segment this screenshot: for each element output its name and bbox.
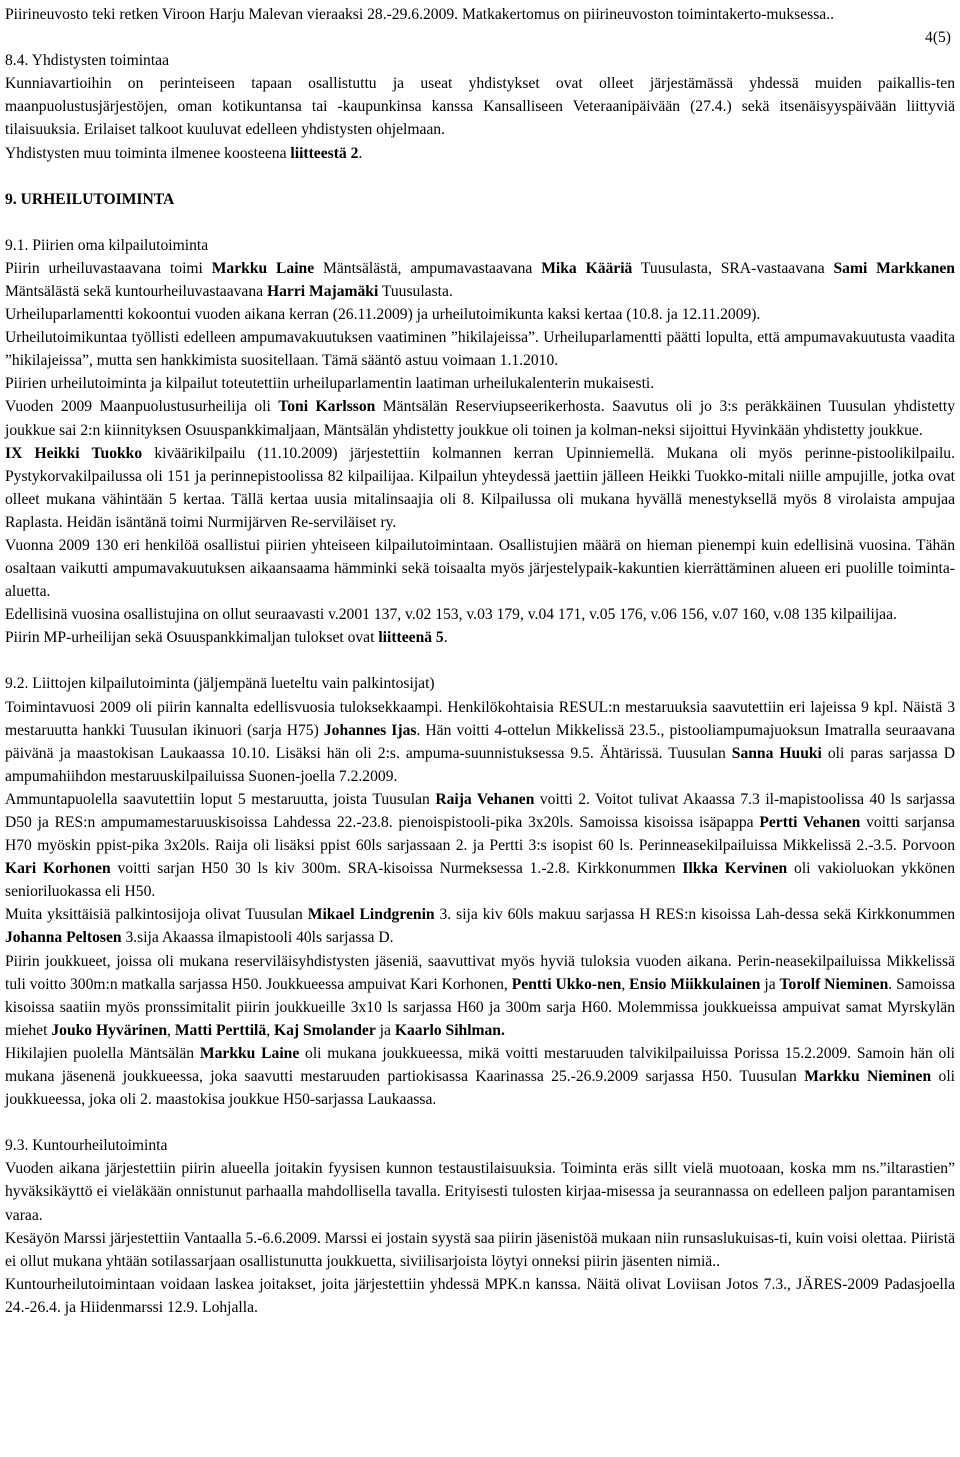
paragraph: Hikilajien puolella Mäntsälän Markku Laine oli mukana joukkueessa, mikä voitti mestaruuden talvikilpailuissa Porissa 15.2.2009. Samoin hän oli mukana jäsenenä joukkueessa, joka saavutti mestaruuden partiokisassa Kaarinassa 25.-26.9.2009 sarjassa H50. Tuusulan Markku Nieminen oli joukkueessa, joka oli 2. maastokisa joukkue H50-sarjassa Laukaassa. — [5, 1044, 955, 1109]
section-8-4-paragraph: Kunniavartioihin on perinteiseen tapaan osallistuttu ja useat yhdistykset ovat olleet järjestämässä yhdessä muiden paikallis-ten maanpuolustusjärjestöjen, oman kotikuntansa tai -kaupunkinsa kanssa Kansalliseen Veteraanipäivään (27.4.) sekä itsenäisyyspäivään liittyviä tilaisuuksia. Erilaiset talkoot kuuluvat edelleen yhdistysten ohjelmaan. — [5, 75, 955, 139]
paragraph: Ammuntapuolella saavutettiin loput 5 mestaruutta, joista Tuusulan Raija Vehanen voitti 2. Voitot tulivat Akaassa 7.3 il-mapistoolissa 40 ls sarjassa D50 ja RES:n ampumamestaruuskisoissa Lahdessa 22.-23.8. pienoispistooli-pika 3x20ls. Samoissa kisoissa isäpappa Pertti Vehanen voitti sarjansa H70 myöskin ppist-pika 3x20ls. Raija oli lisäksi ppist 60ls sarjassaan 2. ja Pertti 3:s isopist 60 ls. Perinneasekilpailuissa Mikkelissä 2.-3.5. Porvoon Kari Korhonen voitti sarjan H50 30 ls kiv 300m. SRA-kisoissa Nurmeksessa 1.-2.8. Kirkkonummen Ilkka Kervinen oli vakioluokan ykkönen senioriluokassa eli H50. — [5, 790, 956, 901]
paragraph: Urheiluparlamentti kokoontui vuoden aikana kerran (26.11.2009) ja urheilutoimikunta kaksi kertaa (10.8. ja 12.11.2009). — [5, 306, 761, 324]
paragraph: Vuoden 2009 Maanpuolustusurheilija oli Toni Karlsson Mäntsälän Reserviupseerikerhosta. Saavutus oli jo 3:s peräkkäinen Tuusulan yhdistetty joukkue sai 2:n kiinnityksen Osuuspankkimaljaan, Mäntsälän yhdistetty joukkue oli toinen ja kolman-neksi sijoittui Hyvinkään yhdistetty joukkue. — [5, 398, 955, 439]
header-line: Piirineuvosto teki retken Viroon Harju Malevan vieraaksi 28.-29.6.2009. Matkakertomus on piirineuvoston toimintakerto-muksessa.. — [5, 6, 834, 23]
paragraph: Urheilutoimikuntaa työllisti edelleen ampumavakuutuksen vaatiminen ”hikilajeissa”. Urheiluparlamentti päätti lopulta, että ampumavakuutusta vaadita ”hikilajeissa”, mutta sen hankkimista suositellaan. Tämä sääntö astuu voimaan 1.1.2010. — [5, 329, 955, 370]
section-9-1-heading: 9.1. Piirien oma kilpailutoiminta — [5, 236, 209, 254]
paragraph: Kesäyön Marssi järjestettiin Vantaalla 5.-6.6.2009. Marssi ei jostain syystä saa piirin jäsenistöä mukaan niin runsaslukuisas-ti, kuin voisi olettaa. Piiristä ei ollut mukana yhtään sotilassarjaan osallistunutta joukkuetta, siviilisarjoista löytyi onneksi piirin jäsenten nimiä.. — [5, 1229, 955, 1270]
paragraph: Piirin MP-urheilijan sekä Osuuspankkimaljan tulokset ovat liitteenä 5. — [5, 629, 448, 647]
section-9-2-heading: 9.2. Liittojen kilpailutoiminta (jäljempänä lueteltu vain palkintosijat) — [5, 675, 435, 693]
section-9-heading: 9. URHEILUTOIMINTA — [5, 190, 175, 208]
paragraph: Piirin joukkueet, joissa oli mukana reserviläisyhdistysten jäseniä, saavuttivat myös hyviä tuloksia vuoden aikana. Perin-neasekilpailuissa Mikkelissä tuli voitto 300m:n matkalla sarjassa H50. Joukkueessa ampuivat Kari Korhonen, Pentti Ukko-nen, Ensio Miikkulainen ja Torolf Nieminen. Samoissa kisoissa saatiin myös pronssimitalit piirin joukkueille 3x10 ls sarjassa H60 ja 300m sarja H60. Molemmissa joukkueissa ampuivat samat Myrskylän miehet Jouko Hyvärinen, Matti Perttilä, Kaj Smolander ja Kaarlo Sihlman. — [5, 952, 955, 1039]
paragraph: Muita yksittäisiä palkintosijoja olivat Tuusulan Mikael Lindgrenin 3. sija kiv 60ls makuu sarjassa H RES:n kisoissa Lah-dessa sekä Kirkkonummen Johanna Peltosen 3.sija Akaassa ilmapistooli 40ls sarjassa D. — [5, 906, 955, 947]
paragraph: Piirin urheiluvastaavana toimi Markku Laine Mäntsälästä, ampumavastaavana Mika Kääriä Tuusulasta, SRA-vastaavana Sami Markkanen Mäntsälästä sekä kuntourheiluvastaavana Harri Majamäki Tuusulasta. — [5, 259, 955, 300]
paragraph: Kuntourheilutoimintaan voidaan laskea joitakset, joita järjestettiin yhdessä MPK.n kanssa. Näitä olivat Loviisan Jotos 7.3., JÄRES-2009 Padasjoella 24.-26.4. ja Hiidenmarssi 12.9. Lohjalla. — [5, 1275, 955, 1316]
paragraph: Vuonna 2009 130 eri henkilöä osallistui piirien yhteiseen kilpailutoimintaan. Osallistujien määrä on hieman pienempi kuin edellisinä vuosina. Tähän osaltaan vaikutti ampumavakuutuksen aikaansaama hämminki sekä toisaalta myös järjestelypaik-kakuntien kierrättäminen alueen eri puolille toiminta-aluetta. — [5, 536, 955, 601]
section-9-3-heading: 9.3. Kuntourheilutoiminta — [5, 1137, 168, 1155]
section-8-4-attachment-note: Yhdistysten muu toiminta ilmenee koosteena liitteestä 2. — [5, 144, 363, 162]
paragraph: IX Heikki Tuokko kiväärikilpailu (11.10.2009) järjestettiin kolmannen kerran Upinniemellä. Mukana oli myös perinne-pistoolikilpailu. Pystykorvakilpailussa oli 151 ja perinnepistoolissa 82 kilpailijaa. Kilpailun yhteydessä jaettiin jälleen Heikki Tuokko-mitali niille ampujille, jotka ovat olleet mukana vähintään 5 kertaa. Tällä kertaa uusia mitalinsaajia oli 8. Kilpailussa oli mukana hyvällä menestyksellä myös 8 virolaista ampujaa Raplasta. Heidän isäntänä toimi Nurmijärven Re-serviläiset ry. — [5, 444, 955, 531]
page-number: 4(5) — [925, 29, 951, 47]
paragraph: Piirien urheilutoiminta ja kilpailut toteutettiin urheiluparlamentin laatiman urheilukalenterin mukaisesti. — [5, 375, 655, 393]
attachment-reference: liitteestä 2 — [290, 144, 359, 162]
paragraph: Edellisinä vuosina osallistujina on ollut seuraavasti v.2001 137, v.02 153, v.03 179, v.04 171, v.05 176, v.06 156, v.07 160, v.08 135 kilpailijaa. — [5, 606, 897, 624]
section-8-4-heading: 8.4. Yhdistysten toimintaa — [5, 52, 170, 70]
paragraph: Vuoden aikana järjestettiin piirin alueella joitakin fyysisen kunnon testaustilaisuuksia. Toiminta eräs sillt vielä muotoaan, koska mm ns.”iltarastien” hyväksikäyttö ei vieläkään onnistunut parhaalla mahdollisella tavalla. Erityisesti tulosten kirjaa-misessa ja seurannassa on edelleen paljon parantamisen varaa. — [5, 1160, 955, 1224]
paragraph: Toimintavuosi 2009 oli piirin kannalta edellisvuosia tuloksekkaampi. Henkilökohtaisia RESUL:n mestaruuksia saavutettiin eri lajeissa 9 kpl. Näistä 3 mestaruutta hankki Tuusulan ikinuori (sarja H75) Johannes Ijas. Hän voitti 4-ottelun Mikkelissä 23.5., pistooliampumajuoksun Imatralla seuraavana päivänä ja maastokisan Laukaassa 10.10. Lisäksi hän oli 2:s. ampuma-suunnistuksessa 9.5. Ähtärissä. Tuusulan Sanna Huuki oli paras sarjassa D ampumahiihdon mestaruuskilpailuissa Suonen-joella 7.2.2009. — [5, 698, 955, 785]
